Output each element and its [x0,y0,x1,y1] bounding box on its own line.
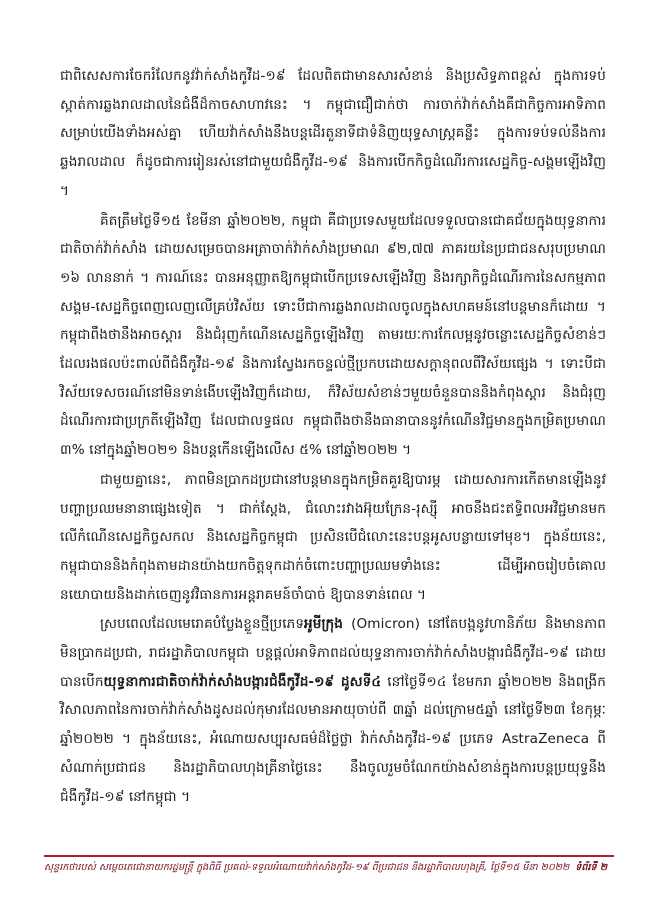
paragraph-4-part-3: (Omicron) នៅតែបង្កនូវហានិភ័យ និងមានភាពមិនប្រាកដប្រជា, រាជរដ្ឋាភិបាលកម្ពុជា បន្តផ្តល់អាទិភាពដល់យុទ្ធនាការចាក់វ៉ាក់សាំងបង្ការជំងឺកូវីដ-១៩ ដោយបានបើក [60,616,606,690]
paragraph-1: ជាពិសេសការចែករំលែកនូវវ៉ាក់សាំងកូវីដ-១៩ ដែលពិតជាមានសារសំខាន់ និងប្រសិទ្ធភាពខ្ពស់ ក្នុងការទប់ស្កាត់ការឆ្លងរាលដាលនៃជំងឺដ៏កាចសាហាវនេះ ។ កម្ពុជាជឿជាក់ថា ការចាក់វ៉ាក់សាំងគឺជាកិច្ចការអាទិភាពសម្រាប់យើងទាំងអស់គ្នា ហើយវ៉ាក់សាំងនឹងបន្តដើរតួនាទីជាទំនិញយុទ្ធសាស្ត្រគន្លឹះ ក្នុងការទប់ទល់នឹងការឆ្លងរាលដាល ក៏ដូចជាការរៀនរស់នៅជាមួយជំងឺកូវីដ-១៩ និងការបើកកិច្ចដំណើរការសេដ្ឋកិច្ច-សង្គមឡើងវិញ ។ [60,68,606,199]
fourth-dose-campaign-label: យុទ្ធនាការជាតិចាក់វ៉ាក់សាំងបង្ការជំងឺកូវីដ-១៩ ដូសទី៤ [103,673,382,690]
footer-divider [44,855,614,857]
paragraph-4-part-5: នៅថ្ងៃទី១៤ ខែមករា ឆ្នាំ២០២២ និងពង្រីកវិសាលភាពនៃការចាក់វ៉ាក់សាំងដូសដល់កុមារដែលមានអាយុចាប់ពី ៣ឆ្នាំ ដល់ក្រោម៥ឆ្នាំ នៅថ្ងៃទី២៣ ខែកុម្ភៈ ឆ្នាំ២០២២ ។ ក្នុងន័យនេះ, អំណោយសប្បុរសធម៌ដ៏ថ្លៃថ្លា វ៉ាក់សាំងកូវីដ-១៩ ប្រភេទ AstraZeneca ពីសំណាក់ប្រជាជន និងរដ្ឋាភិបាលហុងគ្រីនាថ្ងៃនេះ នឹងចូលរួមចំណែកយ៉ាងសំខាន់ក្នុងការបន្តប្រយុទ្ធនឹងជំងឺកូវីដ-១៩ នៅកម្ពុជា ។ [60,673,606,805]
paragraph-3: ជាមួយគ្នានេះ, ភាពមិនប្រាកដប្រជានៅបន្តមានក្នុងកម្រិតគួរឱ្យបារម្ភ ដោយសារការកើតមានឡើងនូវបញ្ហាប្រឈមនានាផ្សេងទៀត ។ ជាក់ស្តែង, ជំលោះរវាងអ៊ុយក្រែន-រុស្ស៊ី អាចនឹងជះឥទ្ធិពលអវិជ្ជមានមកលើកំណើនសេដ្ឋកិច្ចសកល និងសេដ្ឋកិច្ចកម្ពុជា ប្រសិនបើជំលោះនេះបន្តអូសបន្លាយទៅមុខ។ ក្នុងន័យនេះ, កម្ពុជាបាននិងកំពុងតាមដានយ៉ាងយកចិត្តទុកដាក់ចំពោះបញ្ហាប្រឈមទាំងនេះ ដើម្បីអាចរៀបចំគោលនយោបាយនិងដាក់ចេញនូវវិធានការអន្តរាគមន៍ចាំបាច់ ឱ្យបានទាន់ពេល ។ [60,471,606,603]
paragraph-2: គិតត្រឹមថ្ងៃទី១៥ ខែមីនា ឆ្នាំ២០២២, កម្ពុជា គឺជាប្រទេសមួយដែលទទួលបានជោគជ័យក្នុងយុទ្ធនាការជាតិចាក់វ៉ាក់សាំង ដោយសម្រេចបានអត្រាចាក់វ៉ាក់សាំងប្រមាណ ៩២,៧៧ ភាគរយនៃប្រជាជនសរុបប្រមាណ ១៦ លាននាក់ ។ ការណ៍នេះ បានអនុញ្ញាតឱ្យកម្ពុជាបើកប្រទេសឡើងវិញ និងរក្សាកិច្ចដំណើរការនៃសកម្មភាពសង្គម-សេដ្ឋកិច្ចពេញលេញលើគ្រប់វិស័យ ទោះបីជាការឆ្លងរាលដាលចូលក្នុងសហគមន៍នៅបន្តមានក៏ដោយ ។ កម្ពុជាពឹងថានឹងអាចស្តារ និងជំរុញកំណើនសេដ្ឋកិច្ចឡើងវិញ តាមរយៈការកែលម្អនូវចន្លោះសេដ្ឋកិច្ចសំខាន់ៗដែលរងផលប៉ះពាល់ពីជំងឺកូវីដ-១៩ និងការស្វែងរកចន្ទល់ថ្មីប្រកបដោយសក្តានុពលពីវិស័យផ្សេង ។ ទោះបីជាវិស័យទេសចរណ៍នៅមិនទាន់ងើបឡើងវិញក៏ដោយ, ក៏វិស័យសំខាន់ៗមួយចំនួនបាននិងកំពុងស្តារ និងជំរុញដំណើរការជាប្រក្រតីឡើងវិញ ដែលជាលទ្ធផល កម្ពុជាពឹងថានឹងធានាបាននូវកំណើនវិជ្ជមានក្នុងកម្រិតប្រមាណ ៣% នៅក្នុងឆ្នាំ២០២១ និងបន្តកើនឡើងលើស ៥% នៅឆ្នាំ២០២២ ។ [60,212,606,459]
omicron-khmer-label: អូមីក្រុង [304,616,344,633]
page-number: ទំព័រទី ២ [575,862,608,873]
paragraph-4-part-1: ស្របពេលដែលមេរោគបំប្លែងខ្លួនថ្មីប្រភេទ [100,616,305,633]
footer-caption: សុន្ទរកថារបស់ សម្តេចតេជោនាយករដ្ឋមន្ត្រី ក្នុងពិធី ប្រគល់-ទទួលអំណោយវ៉ាក់សាំងកូវីដ-១៩ ពីប្រជាជន និងរដ្ឋាភិបាលហុងគ្រី, ថ្ងៃទី១៥ មីនា ២០២២ [44,862,570,873]
paragraph-4 [60,610,606,811]
page-footer [44,861,616,875]
document-body [60,62,606,812]
